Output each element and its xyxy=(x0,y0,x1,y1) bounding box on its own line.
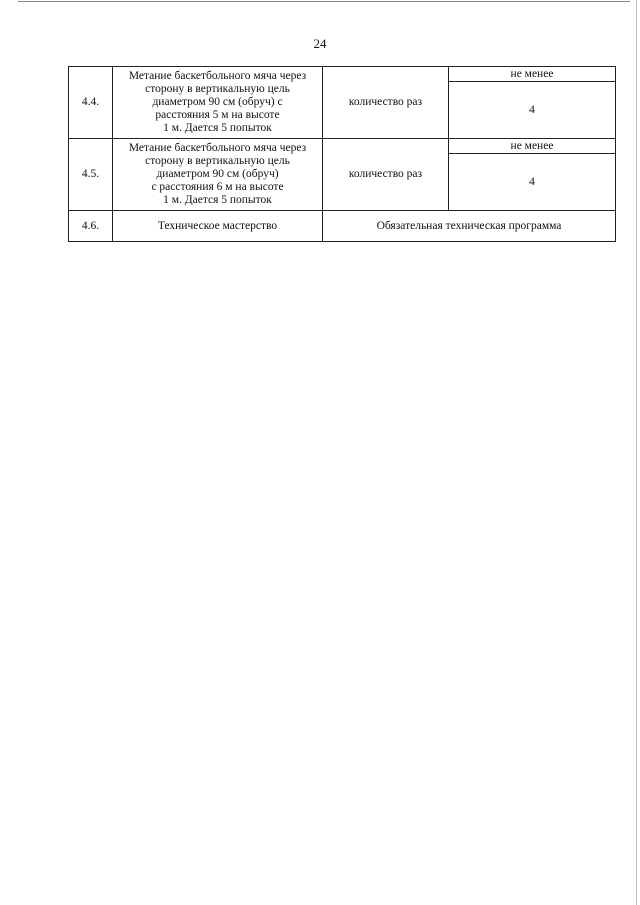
value-cell: 4 xyxy=(449,154,616,211)
row-number: 4.6. xyxy=(69,211,113,242)
norms-table xyxy=(68,66,616,242)
test-description xyxy=(113,67,323,139)
unit-cell: количество раз xyxy=(323,67,449,139)
test-description: Техническое мастерство xyxy=(113,211,323,242)
value-label: не менее xyxy=(449,139,616,154)
scan-top-edge xyxy=(18,1,630,2)
table-row xyxy=(69,211,616,242)
table-row xyxy=(69,139,616,154)
test-line: диаметром 90 см (обруч) с xyxy=(152,96,283,108)
test-line: сторону в вертикальную цель xyxy=(145,83,290,95)
program-cell: Обязательная техническая программа xyxy=(323,211,616,242)
scan-right-edge xyxy=(636,0,637,905)
unit-cell: количество раз xyxy=(323,139,449,211)
page-number: 24 xyxy=(313,36,327,51)
test-line: Метание баскетбольного мяча через xyxy=(128,70,307,82)
value-label: не менее xyxy=(449,67,616,82)
test-line: диаметром 90 см (обруч) xyxy=(156,168,279,180)
test-line: с расстояния 6 м на высоте xyxy=(151,181,284,193)
test-description xyxy=(113,139,323,211)
test-line: 1 м. Дается 5 попыток xyxy=(163,194,272,206)
value-cell: 4 xyxy=(449,82,616,139)
test-line: расстояния 5 м на высоте xyxy=(155,109,280,121)
test-line: 1 м. Дается 5 попыток xyxy=(163,122,272,134)
table-row xyxy=(69,67,616,82)
test-line: Метание баскетбольного мяча через xyxy=(128,142,307,154)
row-number: 4.4. xyxy=(69,67,113,139)
row-number: 4.5. xyxy=(69,139,113,211)
test-line: сторону в вертикальную цель xyxy=(145,155,290,167)
